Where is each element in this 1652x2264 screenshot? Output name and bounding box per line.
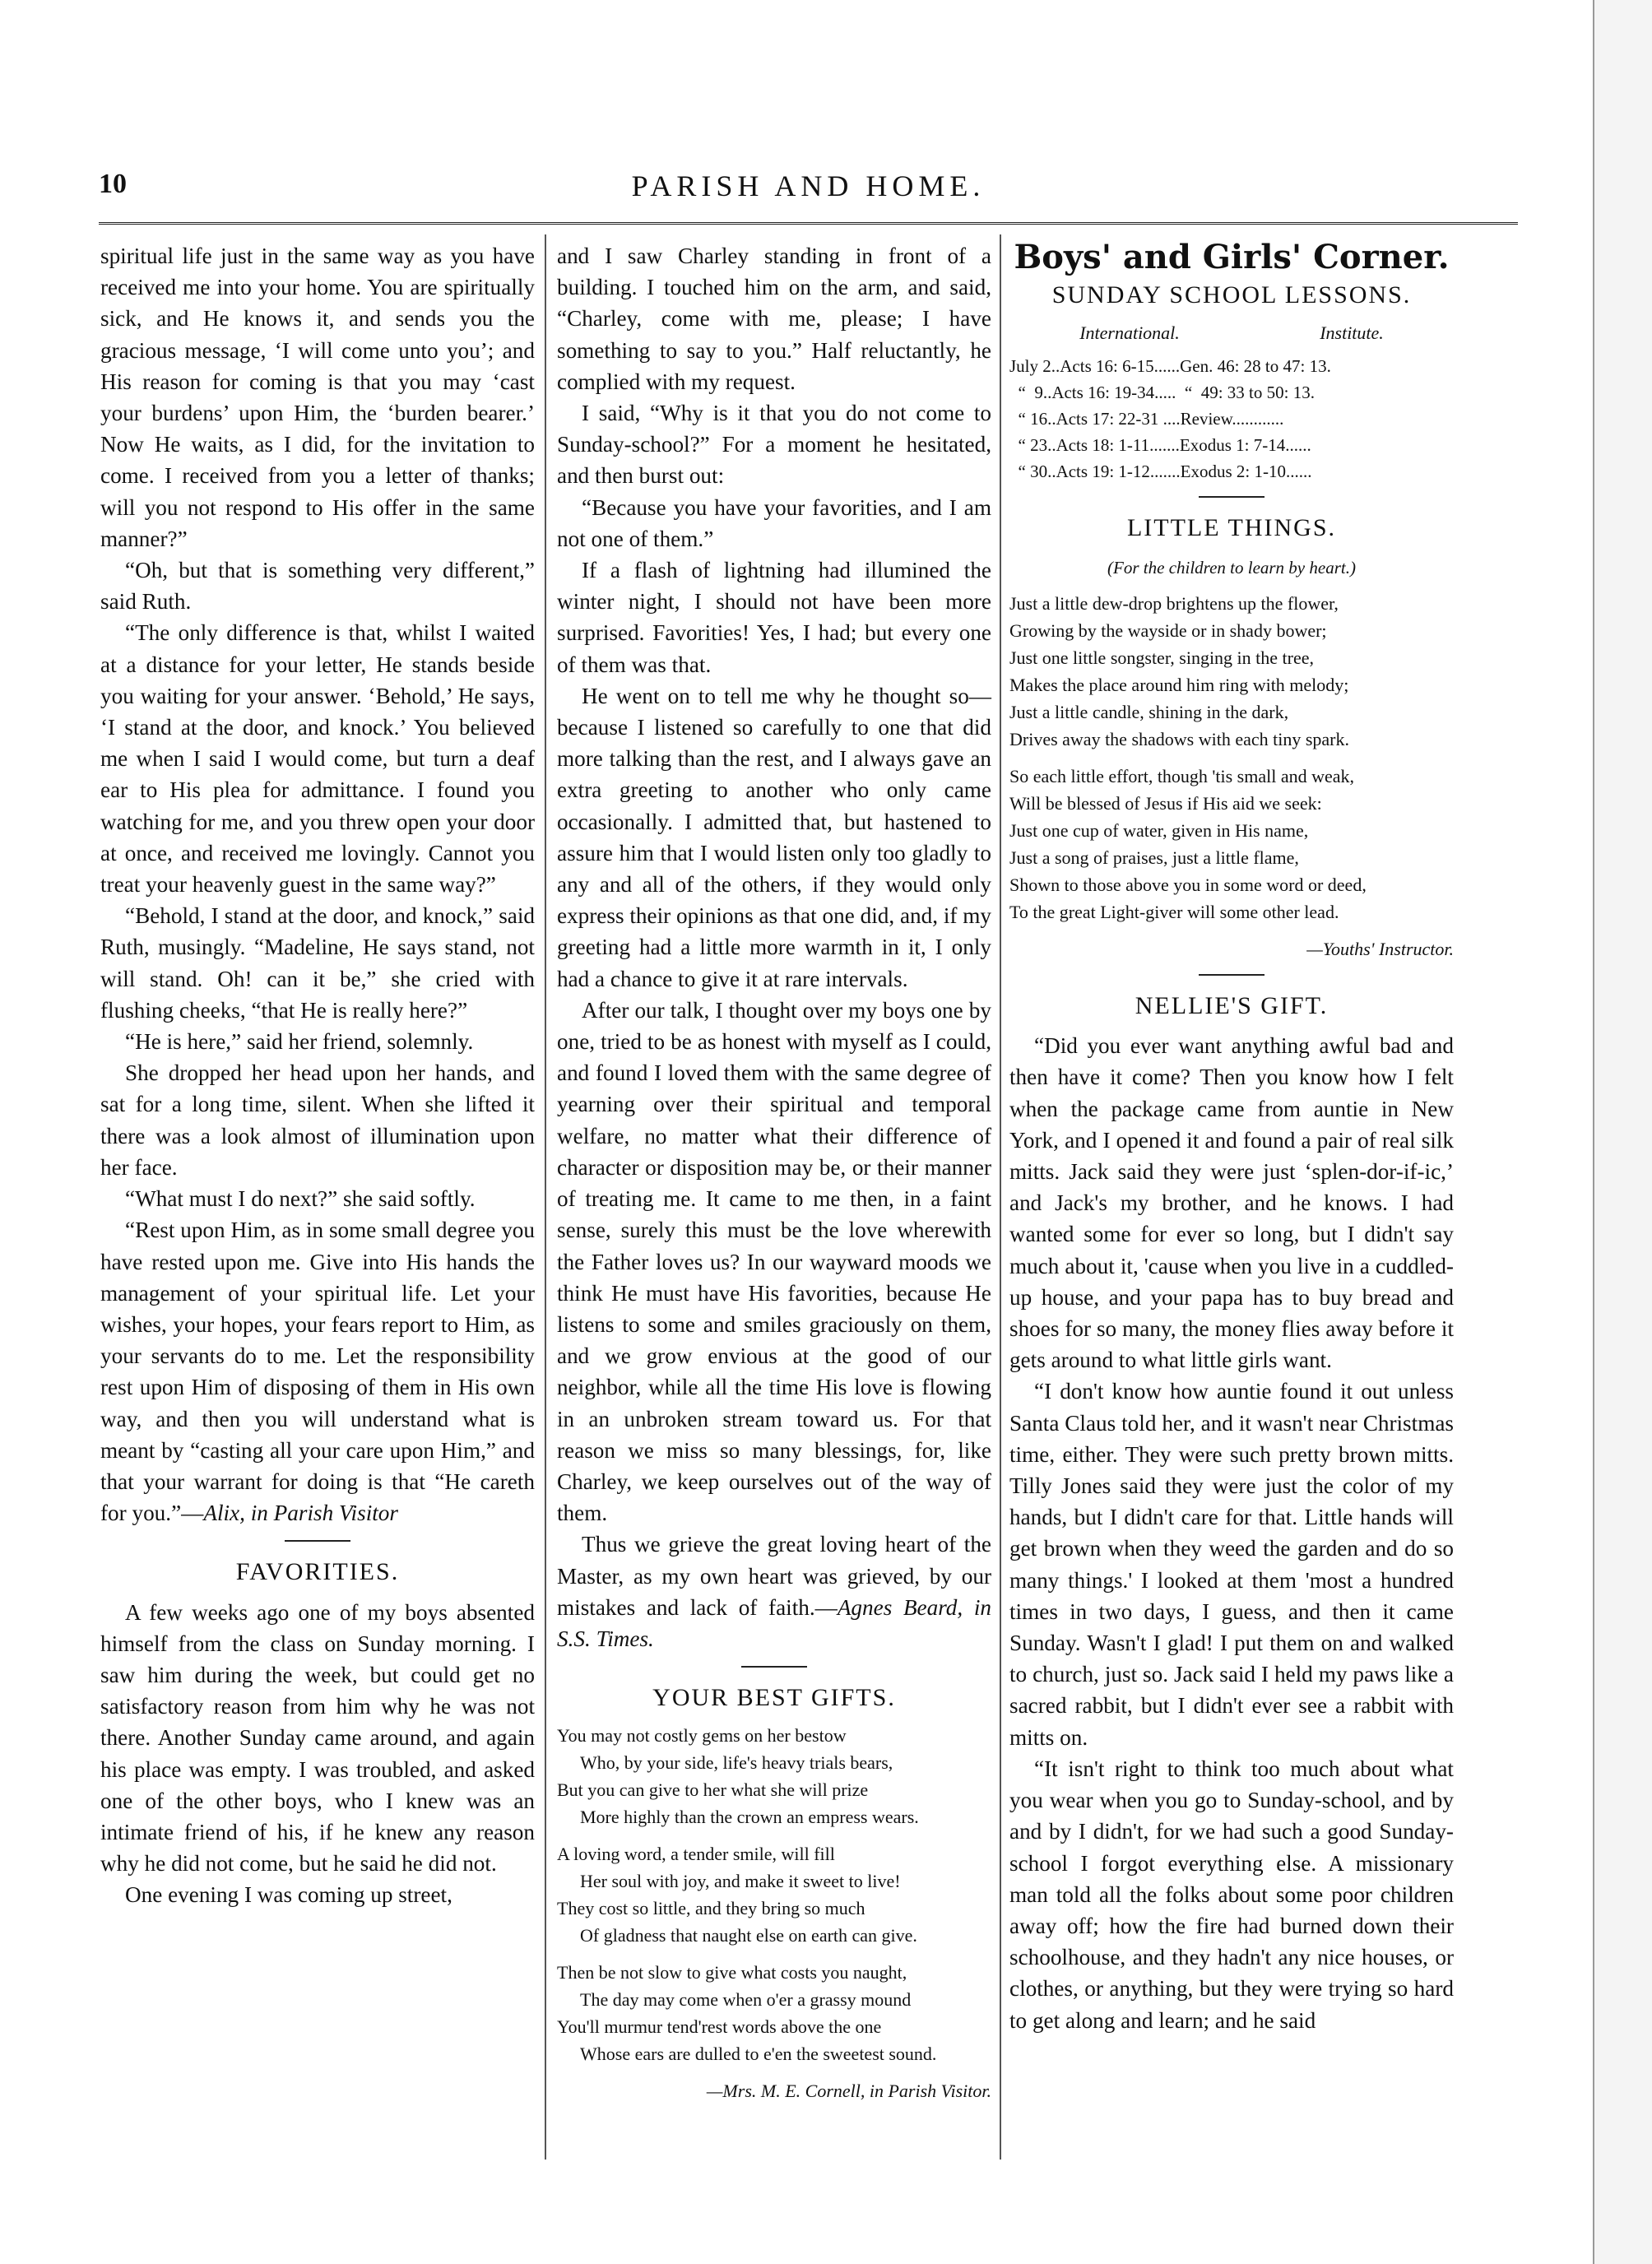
poem-line: A loving word, a tender smile, will fill [557,1844,835,1865]
column-divider-2 [1000,234,1001,2160]
poem-stanza [557,1722,991,1830]
attribution: Alix, in Parish Visitor [203,1501,398,1526]
section-separator [741,1666,807,1668]
lessons-header [1009,318,1454,349]
paragraph: A few weeks ago one of my boys absented himself from the class on Sunday morning. I saw him during the week, but could get no satisfactory reason from him why he was not there. Another Sunday came around, and again his place was empty. I was troubled, and asked one of the other boys, who I knew was an intimate friend of his, if he knew any reason why he did not come, but he said he did not. [100,1599,535,1877]
paragraph: spiritual life just in the same way as you have received me into your home. You are spiritually sick, and He knows it, and sends you the gracious message, ‘I will come unto you’; and His reason for coming is that you may ‘cast your burdens’ upon Him, the ‘burden bearer.’ Now He waits, as I did, for the invitation to come. I received from you a letter of thanks; will you not respond to His offer in the same manner?” [100,244,535,551]
poem-line: Just a little dew-drop brightens up the flower, [1009,593,1339,615]
poem-subtitle: (For the children to learn by heart.) [1107,557,1356,578]
poem-line: Who, by your side, life's heavy trials bears, [580,1752,893,1774]
poem-line: Will be blessed of Jesus if His aid we seek: [1009,793,1322,814]
poem-line: More highly than the crown an empress wears. [580,1807,919,1828]
poem-attribution: —Mrs. M. E. Cornell, in Parish Visitor. [706,2081,991,2102]
scan-edge [1593,0,1652,2264]
attribution: Agnes Beard, in S.S. Times. [557,1594,991,1651]
poem-stanza [1009,590,1454,753]
paragraph: “It isn't right to think too much about what you wear when you go to Sunday-school, and by and by I didn't, for we had such a good Sunday-school I forgot everything else. A missionary man told all the folks about some poor children away off; how the fire had burned down their schoolhouse, and they hadn't any nice houses, or clothes, or anything, but they were trying so hard to get along and learn; and he said [1009,1756,1454,2033]
poem-line: Growing by the wayside or in shady bower; [1009,620,1327,642]
poem-line: To the great Light-giver will some other lead. [1009,902,1339,923]
column-2 [557,240,991,2109]
page-header [99,169,1518,218]
section-separator [1199,496,1265,498]
paragraph-text: “Rest upon Him, as in some small degree you have rested upon me. Give into His hands the management of your spiritual life. Let your wishes, your hopes, your fears report to Him, as your servants do to me. Let the responsibility rest upon Him of disposing of them in His own way, and then you will understand what is meant by “casting all your care upon Him,” and that your warrant for doing is that “He careth for you.”— [100,1218,535,1526]
paragraph: After our talk, I thought over my boys one by one, tried to be as honest with myself as I could, and found I loved them with the same degree of yearning over their spiritual and temporal welfare, no matter what their difference of character or disposition may be, or their manner of treating me. It came to me then, in a faint sense, surely this must be the love wherewith the Father loves us? In our wayward moods we think He must have His favorities, because He listens to some and smiles graciously on them, and we grow envious at the good of our neighbor, while all the time His love is flowing in an unbroken stream toward us. For that reason we miss so many blessings, for, like Charley, we keep ourselves out of the way of them. [557,997,991,1526]
lesson-row: July 2..Acts 16: 6-15......Gen. 46: 28 to 47: 13. [1009,355,1331,376]
paragraph: “The only difference is that, whilst I waited at a distance for your letter, He stands beside you waiting for your answer. ‘Behold,’ He says, ‘I stand at the door, and knock.’ You believed me when I said I would come, but turn a deaf ear to His plea for admittance. I found you watching for me, and you threw open your door at once, and received me lovingly. Cannot you treat your heavenly guest in the same way?” [100,620,535,898]
paragraph: One evening I was coming up street, [125,1882,452,1908]
column-3 [1009,240,1454,2036]
poem-line: Whose ears are dulled to e'en the sweetest sound. [580,2044,937,2065]
paragraph: and I saw Charley standing in front of a building. I touched him on the arm, and said, “Charley, come with me, please; I have something to say to you.” Half reluctantly, he complied with my request. [557,244,991,394]
header-rule [99,222,1518,225]
poem-line: Just a little candle, shining in the dark, [1009,702,1289,723]
poem-line: Her soul with joy, and make it sweet to live! [580,1871,901,1892]
paragraph: I said, “Why is it that you do not come to Sunday-school?” For a moment he hesitated, and then burst out: [557,401,991,489]
page-number: 10 [99,169,127,199]
poem-title-best-gifts: YOUR BEST GIFTS. [652,1684,896,1712]
lesson-row: “ 9..Acts 16: 19-34..... “ 49: 33 to 50: 13. [1009,382,1315,402]
column-1 [100,240,535,1911]
poem-line: Just one little songster, singing in the tree, [1009,647,1315,669]
poem-stanza [557,1959,991,2067]
poem-line: So each little effort, though 'tis small and weak, [1009,766,1355,787]
article-title-nellies-gift: NELLIE'S GIFT. [1135,992,1329,1020]
paragraph: She dropped her head upon her hands, and sat for a long time, silent. When she lifted it there was a look almost of illumination upon her face. [100,1060,535,1180]
paragraph: “Behold, I stand at the door, and knock,” said Ruth, musingly. “Madeline, He says stand, not will stand. Oh! can it be,” she cried with flushing cheeks, “that He is really here?” [100,903,535,1023]
lesson-row: “ 30..Acts 19: 1-12.......Exodus 2: 1-10...... [1009,461,1312,481]
article-title-favorities: FAVORITIES. [235,1558,400,1586]
poem-line: The day may come when o'er a grassy mound [580,1989,912,2011]
poem-line: They cost so little, and they bring so much [557,1898,865,1919]
paragraph-with-attribution [557,1529,991,1654]
poem-line: Then be not slow to give what costs you naught, [557,1962,907,1983]
column-divider-1 [545,234,546,2160]
poem-title-little-things: LITTLE THINGS. [1126,513,1337,541]
poem-line: Drives away the shadows with each tiny spark. [1009,729,1350,750]
paragraph: If a flash of lightning had illumined the winter night, I should not have been more surprised. Favorities! Yes, I had; but every one of them was that. [557,558,991,677]
section-separator [1199,974,1265,976]
poem-line: But you can give to her what she will prize [557,1779,869,1801]
poem-line: Makes the place around him ring with melody; [1009,675,1349,696]
paragraph: “What must I do next?” she said softly. [125,1186,476,1212]
lessons-header-institute: Institute. [1320,322,1384,344]
paragraph: “He is here,” said her friend, solemnly. [125,1029,474,1055]
paragraph-text: Thus we grieve the great loving heart of the Master, as my own heart was grieved, by our mistakes and lack of faith.— [557,1532,991,1620]
poem-attribution: —Youths' Instructor. [1306,939,1454,960]
paragraph: “I don't know how auntie found it out unless Santa Claus told her, and it wasn't near Christmas time, either. They were such pretty brown mitts. Tilly Jones said they were just the color of my hands, but I didn't care for that. Little hands will get brown when they weed the garden and do so many things.' I looked at them 'most a hundred times in two days, I guess, and then it came Sunday. Wasn't I glad! I put them on and walked to church, just so. Jack said I held my paws like a sacred rabbit, but I didn't ever see a rabbit with mitts on. [1009,1379,1454,1750]
paragraph: “Oh, but that is something very different,” said Ruth. [100,558,535,615]
paragraph: “Did you ever want anything awful bad and then have it come? Then you know how I felt when the package came from auntie in New York, and I opened it and found a pair of real silk mitts. Jack said they were just ‘splen-dor-if-ic,’ and Jack's my brother, and he knows. I had wanted some for ever so long, but I didn't say much about it, 'cause when you live in a cuddled-up house, and your papa has to buy bread and shoes for so many, the money flies away before it gets around to what little girls want. [1009,1033,1454,1373]
poem-line: You may not costly gems on her bestow [557,1725,847,1747]
publication-title: PARISH AND HOME. [631,169,986,202]
lesson-row: “ 16..Acts 17: 22-31 ....Review............ [1009,408,1284,429]
section-title-boys-girls-corner: Boys' and Girls' Corner. [1014,238,1450,276]
lessons-header-international: International. [1079,322,1180,344]
lesson-row: “ 23..Acts 18: 1-11.......Exodus 1: 7-14...... [1009,434,1311,455]
paragraph: “Because you have your favorities, and I am not one of them.” [557,494,991,551]
paragraph: He went on to tell me why he thought so—because I listened so carefully to one that did more talking than the rest, and I always gave an extra greeting to another who only came occasionally. I admitted that, but hastened to assure him that I would listen only too gladly to any and all of the others, if they would only express their opinions as that one did, and, if my greeting had a little more warmth in it, I only had a chance to give it at rare intervals. [557,683,991,991]
poem-stanza [557,1840,991,1949]
paragraph-with-attribution [100,1214,535,1529]
poem-line: Just a song of praises, just a little flame, [1009,847,1299,869]
poem-line: You'll murmur tend'rest words above the one [557,2016,882,2038]
poem-line: Shown to those above you in some word or deed, [1009,875,1367,896]
poem-line: Of gladness that naught else on earth can give. [580,1925,917,1946]
poem-stanza [1009,763,1454,926]
poem-best-gifts [557,1722,991,2104]
lessons-title: SUNDAY SCHOOL LESSONS. [1051,281,1412,309]
section-separator [285,1540,350,1542]
poem-little-things [1009,590,1454,963]
poem-line: Just one cup of water, given in His name, [1009,820,1309,842]
